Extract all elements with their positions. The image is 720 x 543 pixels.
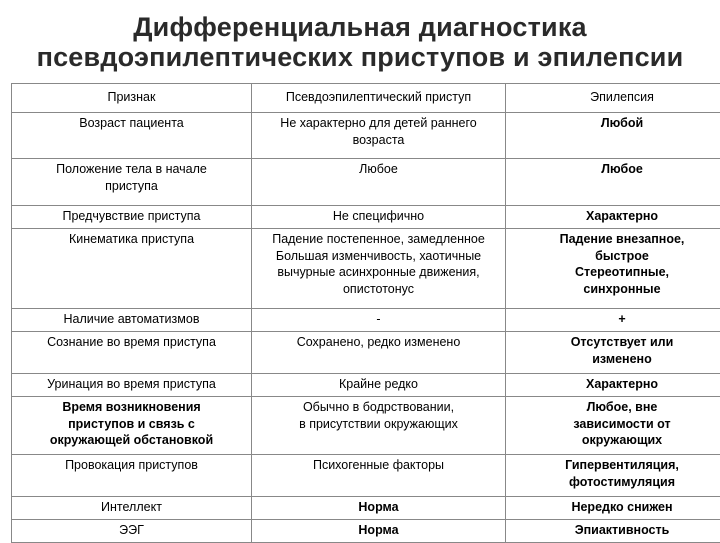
cell-sign (12, 455, 252, 497)
cell-epilepsy-line: Характерно (510, 208, 720, 225)
cell-pseudo (252, 455, 506, 497)
cell-sign-line: Сознание во время приступа (16, 334, 247, 351)
cell-pseudo-line: Любое (256, 161, 501, 178)
cell-sign (12, 497, 252, 520)
cell-pseudo (252, 497, 506, 520)
cell-pseudo-line: Норма (256, 522, 501, 539)
cell-sign-line: приступа (16, 178, 247, 195)
table-row (12, 229, 720, 309)
cell-sign-line: Провокация приступов (16, 457, 247, 474)
cell-epilepsy-line: Характерно (510, 376, 720, 393)
cell-epilepsy (506, 159, 720, 206)
cell-epilepsy-line: Падение внезапное, (510, 231, 720, 248)
cell-sign-line: Возраст пациента (16, 115, 247, 132)
cell-sign-line: Интеллект (16, 499, 247, 516)
cell-epilepsy (506, 374, 720, 397)
table-row (12, 374, 720, 397)
table-row (12, 206, 720, 229)
cell-sign-line: Уринация во время приступа (16, 376, 247, 393)
cell-sign-line: Кинематика приступа (16, 231, 247, 248)
header-pseudo: Псевдоэпилептический приступ (252, 84, 506, 113)
cell-epilepsy-line: окружающих (510, 432, 720, 449)
table-row (12, 520, 720, 543)
cell-pseudo-line: Психогенные факторы (256, 457, 501, 474)
cell-pseudo (252, 229, 506, 309)
cell-pseudo-line: в присутствии окружающих (256, 416, 501, 433)
comparison-table (11, 83, 720, 543)
cell-pseudo-line: Норма (256, 499, 501, 516)
cell-pseudo-line: опистотонус (256, 281, 501, 298)
cell-pseudo-line: Падение постепенное, замедленное (256, 231, 501, 248)
cell-epilepsy (506, 497, 720, 520)
table-row (12, 332, 720, 374)
cell-pseudo-line: вычурные асинхронные движения, (256, 264, 501, 281)
cell-epilepsy (506, 520, 720, 543)
cell-pseudo (252, 159, 506, 206)
cell-epilepsy-line: Стереотипные, (510, 264, 720, 281)
cell-epilepsy-line: синхронные (510, 281, 720, 298)
cell-epilepsy (506, 332, 720, 374)
cell-epilepsy-line: быстрое (510, 248, 720, 265)
cell-pseudo (252, 113, 506, 159)
cell-pseudo (252, 332, 506, 374)
cell-pseudo-line: возраста (256, 132, 501, 149)
cell-epilepsy-line: + (510, 311, 720, 328)
cell-pseudo (252, 309, 506, 332)
cell-epilepsy-line: зависимости от (510, 416, 720, 433)
cell-pseudo-line: Крайне редко (256, 376, 501, 393)
cell-sign (12, 309, 252, 332)
table-row (12, 497, 720, 520)
cell-pseudo (252, 520, 506, 543)
cell-pseudo (252, 374, 506, 397)
cell-epilepsy-line: Гипервентиляция, (510, 457, 720, 474)
cell-sign (12, 159, 252, 206)
cell-pseudo-line: - (256, 311, 501, 328)
cell-sign-line: приступов и связь с (16, 416, 247, 433)
cell-sign-line: Положение тела в начале (16, 161, 247, 178)
cell-sign (12, 206, 252, 229)
cell-epilepsy-line: Любое (510, 161, 720, 178)
cell-epilepsy-line: Любой (510, 115, 720, 132)
cell-pseudo-line: Не характерно для детей раннего (256, 115, 501, 132)
table-row (12, 397, 720, 455)
cell-epilepsy (506, 397, 720, 455)
cell-epilepsy-line: фотостимуляция (510, 474, 720, 491)
cell-pseudo-line: Сохранено, редко изменено (256, 334, 501, 351)
table-row (12, 309, 720, 332)
title-line-2: псевдоэпилептических приступов и эпилепсии (0, 42, 720, 72)
cell-pseudo-line: Обычно в бодрствовании, (256, 399, 501, 416)
cell-sign-line: Предчувствие приступа (16, 208, 247, 225)
cell-sign (12, 374, 252, 397)
cell-pseudo (252, 397, 506, 455)
cell-sign (12, 397, 252, 455)
header-sign: Признак (12, 84, 252, 113)
cell-sign-line: окружающей обстановкой (16, 432, 247, 449)
cell-epilepsy (506, 206, 720, 229)
cell-sign (12, 229, 252, 309)
table-row (12, 455, 720, 497)
cell-pseudo-line: Большая изменчивость, хаотичные (256, 248, 501, 265)
cell-pseudo (252, 206, 506, 229)
cell-sign-line: Время возникновения (16, 399, 247, 416)
cell-epilepsy (506, 455, 720, 497)
title-line-1: Дифференциальная диагностика (0, 12, 720, 42)
cell-epilepsy (506, 229, 720, 309)
cell-epilepsy-line: Нередко снижен (510, 499, 720, 516)
cell-sign (12, 520, 252, 543)
table-header-row (12, 84, 720, 113)
cell-epilepsy (506, 309, 720, 332)
cell-pseudo-line: Не специфично (256, 208, 501, 225)
cell-epilepsy-line: изменено (510, 351, 720, 368)
cell-epilepsy-line: Отсутствует или (510, 334, 720, 351)
header-epilepsy: Эпилепсия (506, 84, 720, 113)
cell-sign (12, 113, 252, 159)
cell-epilepsy (506, 113, 720, 159)
table-row (12, 159, 720, 206)
table-row (12, 113, 720, 159)
cell-sign-line: Наличие автоматизмов (16, 311, 247, 328)
cell-sign (12, 332, 252, 374)
cell-sign-line: ЭЭГ (16, 522, 247, 539)
page-title (0, 0, 720, 63)
cell-epilepsy-line: Эпиактивность (510, 522, 720, 539)
cell-epilepsy-line: Любое, вне (510, 399, 720, 416)
